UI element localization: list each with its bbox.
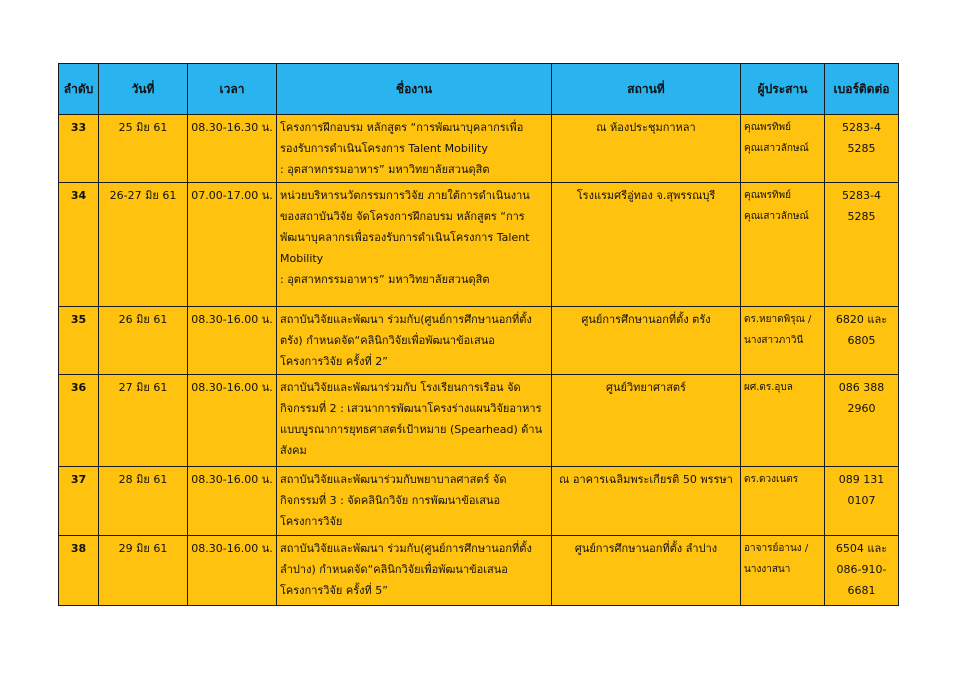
cell-coordinator-line: คุณพรทิพย์ [744, 122, 791, 133]
cell-date: 27 มิย 61 [99, 375, 188, 467]
cell-no: 35 [59, 307, 99, 375]
cell-time: 08.30-16.00 น. [188, 467, 277, 536]
cell-event-line: แบบบูรณาการยุทธศาสตร์เป้าหมาย (Spearhead) ด้าน [280, 423, 543, 436]
cell-place: ณ ห้องประชุมกาหลา [552, 115, 741, 183]
cell-phone-line: 086-910-6681 [836, 563, 887, 597]
cell-no: 38 [59, 536, 99, 606]
table-row [59, 536, 899, 606]
cell-phone-line: 5283-4 [842, 121, 881, 134]
cell-phone [825, 115, 899, 183]
cell-time: 08.30-16.00 น. [188, 307, 277, 375]
cell-time: 07.00-17.00 น. [188, 183, 277, 307]
cell-date: 28 มิย 61 [99, 467, 188, 536]
cell-time: 08.30-16.00 น. [188, 375, 277, 467]
cell-event-line: พัฒนาบุคลากรเพื่อรองรับการดำเนินโครงการ Talent [280, 231, 530, 244]
cell-coordinator [741, 115, 825, 183]
cell-coordinator-line: อาจารย์อานง / [744, 543, 809, 554]
cell-event [277, 307, 552, 375]
cell-phone-line: 6805 [847, 334, 876, 347]
cell-event-line: รองรับการดำเนินโครงการ Talent Mobility [280, 142, 488, 155]
cell-place: ศูนย์การศึกษานอกที่ตั้ง ตรัง [552, 307, 741, 375]
cell-phone-line: 6820 และ [835, 313, 888, 326]
cell-phone [825, 536, 899, 606]
header-date: วันที่ [99, 64, 188, 115]
cell-place: ศูนย์การศึกษานอกที่ตั้ง ลำปาง [552, 536, 741, 606]
cell-event-line: : อุตสาหกรรมอาหาร” มหาวิทยาลัยสวนดุสิต [280, 273, 490, 286]
header-event: ชื่องาน [277, 64, 552, 115]
cell-date: 26-27 มิย 61 [99, 183, 188, 307]
cell-coordinator-line: คุณเสาวลักษณ์ [744, 211, 809, 222]
cell-phone-line: 6504 และ [835, 542, 888, 555]
cell-coordinator [741, 183, 825, 307]
cell-event [277, 536, 552, 606]
cell-event-line: หน่วยบริหารนวัตกรรมการวิจัย ภายใต้การดำเนินงาน [280, 189, 530, 202]
cell-coordinator-line: คุณพรทิพย์ [744, 190, 791, 201]
cell-coordinator-line: คุณเสาวลักษณ์ [744, 143, 809, 154]
header-phone: เบอร์ติดต่อ [825, 64, 899, 115]
table-body [59, 115, 899, 606]
cell-event-line: โครงการวิจัย ครั้งที่ 5” [280, 584, 388, 597]
cell-event-line: โครงการฝึกอบรม หลักสูตร “การพัฒนาบุคลากรเพื่อ [280, 121, 524, 134]
cell-coordinator-line: ดร.ดวงเนตร [744, 474, 799, 485]
cell-coordinator-line: นางสาวภาวินี [744, 335, 804, 346]
cell-place: โรงแรมศรีอู่ทอง จ.สุพรรณบุรี [552, 183, 741, 307]
table-row [59, 375, 899, 467]
cell-coordinator [741, 467, 825, 536]
cell-coordinator [741, 375, 825, 467]
cell-time: 08.30-16.30 น. [188, 115, 277, 183]
cell-event-line: สังคม [280, 444, 307, 457]
cell-event-line: กิจกรรมที่ 2 : เสวนาการพัฒนาโครงร่างแผนวิจัยอาหาร [280, 402, 542, 415]
cell-coordinator [741, 307, 825, 375]
cell-event [277, 115, 552, 183]
cell-date: 26 มิย 61 [99, 307, 188, 375]
header-place: สถานที่ [552, 64, 741, 115]
table-row [59, 307, 899, 375]
cell-event-line: โครงการวิจัย [280, 515, 343, 528]
cell-event-line: สถาบันวิจัยและพัฒนา ร่วมกับ(ศูนย์การศึกษานอกที่ตั้ง [280, 542, 532, 555]
cell-event-line: ของสถาบันวิจัย จัดโครงการฝึกอบรม หลักสูตร “การ [280, 210, 525, 223]
cell-phone-line: 5285 [847, 142, 876, 155]
cell-coordinator-line: นางงาสนา [744, 564, 791, 575]
cell-phone [825, 467, 899, 536]
cell-phone-line: 5285 [847, 210, 876, 223]
cell-coordinator-line: ดร.หยาดพิรุณ / [744, 314, 812, 325]
cell-event-line: กิจกรรมที่ 3 : จัดคลินิกวิจัย การพัฒนาข้อเสนอ [280, 494, 501, 507]
cell-event [277, 375, 552, 467]
cell-place: ศูนย์วิทยาศาสตร์ [552, 375, 741, 467]
cell-event-line: สถาบันวิจัยและพัฒนา ร่วมกับ(ศูนย์การศึกษานอกที่ตั้ง [280, 313, 532, 326]
cell-coordinator [741, 536, 825, 606]
cell-event-line: โครงการวิจัย ครั้งที่ 2” [280, 355, 388, 368]
header-no: ลำดับ [59, 64, 99, 115]
header-coordinator: ผู้ประสาน [741, 64, 825, 115]
header-time: เวลา [188, 64, 277, 115]
cell-phone [825, 375, 899, 467]
cell-date: 25 มิย 61 [99, 115, 188, 183]
cell-event [277, 183, 552, 307]
table-row [59, 115, 899, 183]
cell-event-line: ตรัง) กำหนดจัด“คลินิกวิจัยเพื่อพัฒนาข้อเสนอ [280, 334, 495, 347]
cell-no: 37 [59, 467, 99, 536]
schedule-table [58, 63, 899, 606]
table-row [59, 183, 899, 307]
cell-event-line: สถาบันวิจัยและพัฒนาร่วมกับพยาบาลศาสตร์ จัด [280, 473, 507, 486]
cell-event-line: Mobility [280, 252, 324, 265]
cell-event-line: : อุตสาหกรรมอาหาร” มหาวิทยาลัยสวนดุสิต [280, 163, 490, 176]
cell-phone [825, 183, 899, 307]
cell-event [277, 467, 552, 536]
cell-time: 08.30-16.00 น. [188, 536, 277, 606]
cell-coordinator-line: ผศ.ดร.อุบล [744, 382, 793, 393]
cell-no: 34 [59, 183, 99, 307]
table-row [59, 467, 899, 536]
cell-date: 29 มิย 61 [99, 536, 188, 606]
cell-place: ณ อาคารเฉลิมพระเกียรติ 50 พรรษา [552, 467, 741, 536]
cell-phone-line: 086 388 2960 [838, 381, 885, 415]
cell-no: 33 [59, 115, 99, 183]
cell-event-line: ลำปาง) กำหนดจัด“คลินิกวิจัยเพื่อพัฒนาข้อเสนอ [280, 563, 508, 576]
cell-event-line: สถาบันวิจัยและพัฒนาร่วมกับ โรงเรียนการเรือน จัด [280, 381, 521, 394]
header-row [59, 64, 899, 115]
cell-no: 36 [59, 375, 99, 467]
cell-phone-line: 089 131 0107 [838, 473, 885, 507]
cell-phone-line: 5283-4 [842, 189, 881, 202]
cell-phone [825, 307, 899, 375]
